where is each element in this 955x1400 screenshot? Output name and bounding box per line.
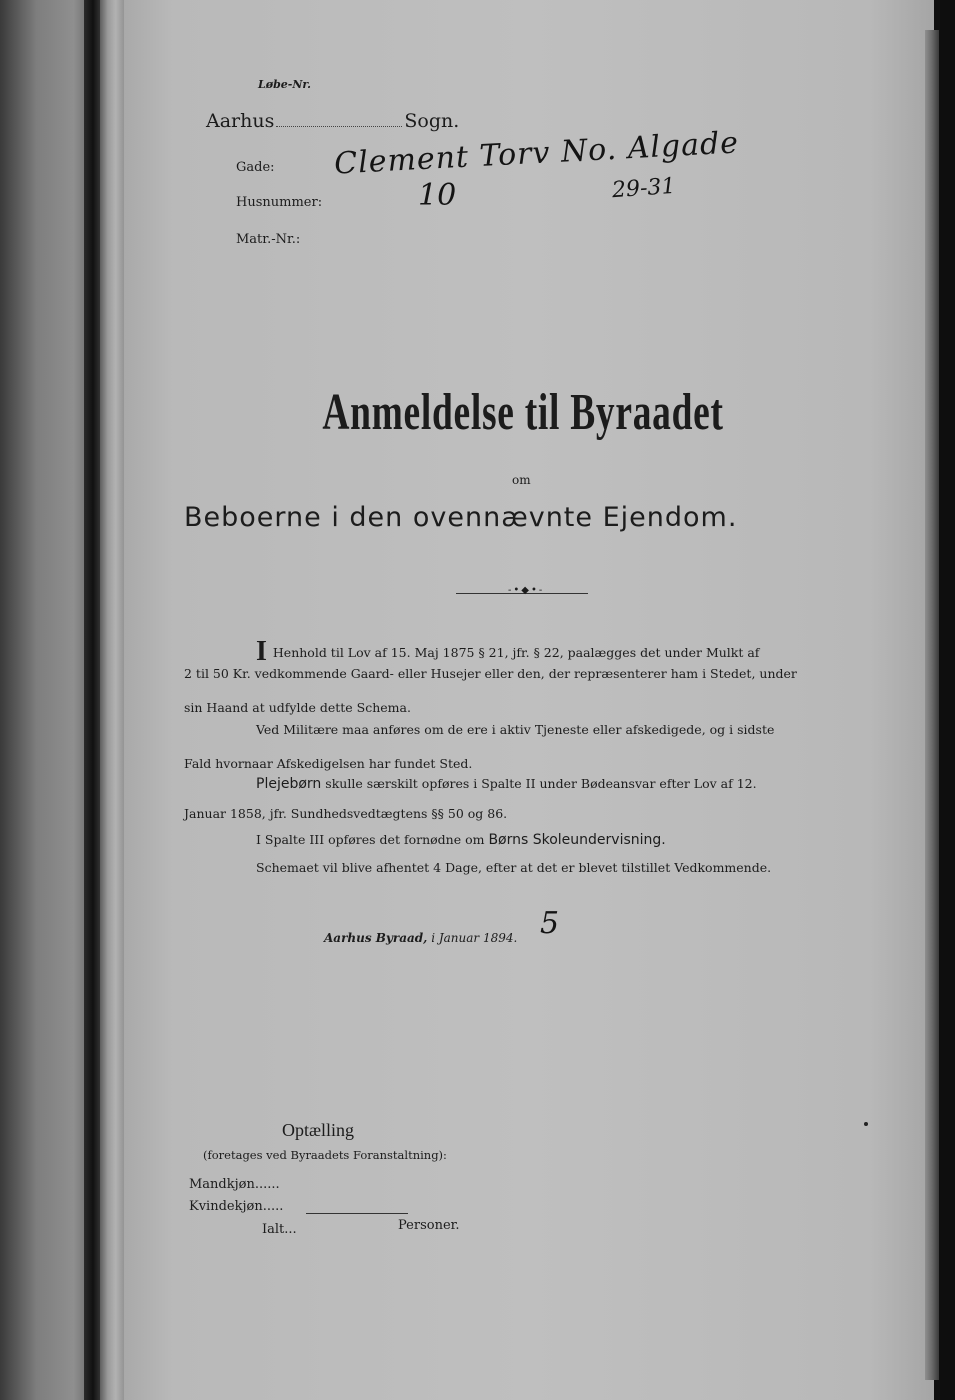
count-persons-label: Personer.: [398, 1218, 460, 1233]
handwritten-street: Clement Torv No. Algade: [333, 125, 740, 182]
sogn-dotted-line: [276, 112, 402, 127]
count-female-label: Kvindekjøn.....: [189, 1199, 284, 1214]
plejeborn-emphasis: Plejebørn: [256, 776, 322, 792]
sogn-label: Sogn.: [404, 110, 460, 132]
handwritten-house-number-1: 10: [418, 178, 457, 213]
ink-dot: [864, 1122, 868, 1126]
loebe-nr-label: Løbe-Nr.: [258, 78, 311, 91]
ornament-divider: [456, 585, 588, 598]
city-name: Aarhus: [206, 110, 275, 132]
page-binding: [100, 0, 126, 1400]
document-subtitle: Beboerne i den ovennævnte Ejendom.: [184, 502, 738, 533]
paragraph-1-line-3: sin Haand at udfylde dette Schema.: [184, 700, 411, 715]
paragraph-5: Schemaet vil blive afhentet 4 Dage, efter at det er blevet tilstillet Vedkommende.: [256, 860, 772, 875]
paragraph-3: Plejebørn skulle særskilt opføres i Spalte II under Bødeansvar efter Lov af 12.: [256, 776, 757, 792]
paragraph-3-line-2: Januar 1858, jfr. Sundhedsvedtægtens §§ 50 og 86.: [184, 806, 508, 821]
handwritten-house-number-2: 29-31: [611, 173, 677, 204]
gade-label: Gade:: [236, 160, 275, 175]
drop-initial: I: [256, 636, 267, 667]
skoleundervisning-emphasis: Børns Skoleundervisning.: [488, 832, 666, 848]
paragraph-4: I Spalte III opføres det fornødne om Børns Skoleundervisning.: [256, 832, 666, 848]
count-subtitle: (foretages ved Byraadets Foranstaltning):: [203, 1148, 447, 1162]
matr-nr-label: Matr.-Nr.:: [236, 232, 301, 247]
handwritten-year-correction: 5: [540, 906, 560, 941]
count-male-label: Mandkjøn......: [189, 1177, 280, 1192]
signature-place: Aarhus Byraad,: [324, 931, 428, 945]
signature-line: [324, 931, 517, 945]
husnummer-label: Husnummer:: [236, 195, 323, 210]
paragraph-2-line-2: Fald hvornaar Afskedigelsen har fundet Sted.: [184, 756, 473, 771]
paragraph-1: I Henhold til Lov af 15. Maj 1875 § 21, jfr. § 22, paalægges det under Mulkt af: [256, 636, 760, 667]
signature-date: i Januar 1894.: [431, 931, 518, 945]
paragraph-1-line-2: 2 til 50 Kr. vedkommende Gaard- eller Husejer eller den, der repræsenterer ham i Stedet, under: [184, 666, 797, 681]
page-edge: [925, 30, 939, 1380]
sogn-row: [206, 110, 459, 132]
count-title: Optælling: [282, 1120, 355, 1140]
facing-page: [0, 0, 92, 1400]
ornament-glyph: -•◆•-: [508, 585, 545, 596]
count-total-label: Ialt...: [262, 1222, 297, 1237]
count-sum-line: [306, 1213, 408, 1214]
paragraph-2: Ved Militære maa anføres om de ere i aktiv Tjeneste eller afskedigede, og i sidste: [256, 722, 775, 737]
title-om: om: [512, 473, 531, 487]
document-title: Anmeldelse til Byraadet: [322, 384, 724, 441]
